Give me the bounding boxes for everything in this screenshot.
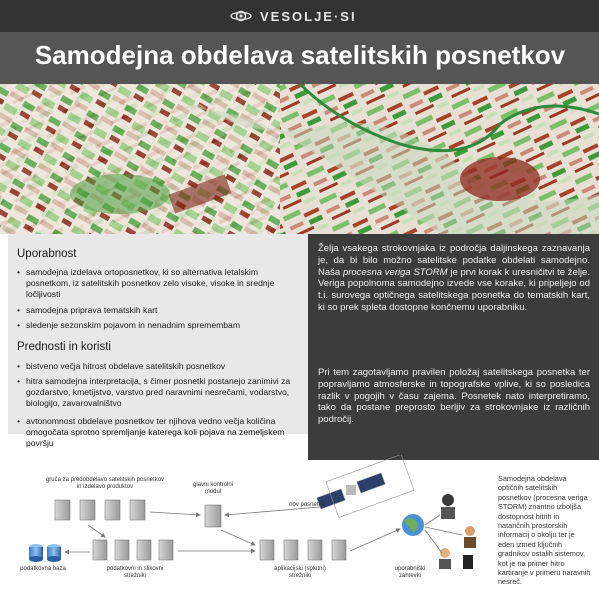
- orbit-logo-icon: [230, 7, 252, 25]
- app-servers-caption: aplikacijski (spletni) strežniki: [274, 566, 326, 579]
- globe-icon: [402, 514, 424, 536]
- prednosti-item: • bistveno večja hitrost obdelave satelitskih posnetkov: [17, 361, 297, 372]
- database-caption: podatkovna baza: [20, 566, 66, 572]
- image-servers: [93, 540, 173, 560]
- new-image-caption: nov posnetek: [289, 502, 325, 508]
- prednosti-heading: Prednosti in koristi: [17, 341, 111, 353]
- uporabnost-item: • samodejna izdelava ortoposnetkov, ki so alternativa letalskim posnetkom, iz satelitskih posnetkov zelo visoke, visoke in srednje ločljivosti: [17, 267, 297, 299]
- uporabnost-heading: Uporabnost: [17, 248, 77, 260]
- satellite-image: [0, 84, 599, 234]
- title-bar: [0, 32, 599, 84]
- brand-name: VESOLJE·SI: [260, 8, 357, 24]
- storm-chain-name: procesna veriga STORM: [342, 266, 448, 278]
- control-module: [205, 505, 221, 527]
- app-servers: [260, 540, 346, 560]
- requests-caption: uporabniški zahtevki: [394, 566, 426, 579]
- intro-paragraph: Želja vsakega strokovnjaka iz področja daljinskega zaznavanja je, da bi bilo možno satelitske podatke obdelati samodejno. Naša procesna veriga STORM je prvi korak k uresničitvi te želje. Veriga popolnoma samodejno izvede vse korake, ki pripeljejo od t.i. surovega optičnega satelitskega posnetka do tematskih kart, ki so prek spleta dostopne končnemu uporabniku.: [318, 243, 590, 313]
- second-paragraph: Pri tem zagotavljamo pravilen položaj satelitskega posnetka ter popravljamo atmosferske in topografske vplive, ki so posledica razlik v pogojih v času zajema. Posnetek nato interpretiramo, tako da postane preprosto berljiv za strokovnjake iz različnih področij.: [318, 367, 590, 426]
- processing-cluster: [55, 500, 145, 520]
- uporabnost-item: • samodejna priprava tematskih kart: [17, 305, 297, 316]
- prednosti-item: • avtonomnost obdelave posnetkov ter njihova vedno večja količina omogočata sprotno spremljanje katerega koli pojava na zemeljskem površju: [17, 416, 297, 448]
- database-icon: [29, 544, 61, 562]
- page-title: Samodejna obdelava satelitskih posnetkov: [34, 40, 566, 70]
- image-servers-caption: podatkovni in slikovni strežniki: [106, 566, 164, 579]
- uporabnost-item: • sledenje sezonskim pojavom in nenadnim spremembam: [17, 320, 297, 331]
- cluster-caption: gruča za predobdelavo satelitskih posnetkov in izdelavo produktov: [45, 477, 165, 490]
- brand-logo[interactable]: [230, 6, 357, 26]
- top-bar: [0, 0, 599, 32]
- control-caption: glavni kontrolni modul: [192, 482, 234, 495]
- prednosti-item: • hitra samodejna interpretacija, s čimer posnetki postanejo zanimivi za gozdarstvo, kmetijstvo, varstvo pred naravnimi nesrečami, vodarstvo, biologijo, zavarovalništvo: [17, 376, 297, 408]
- diagram-side-caption: Samodejna obdelava optičnih satelitskih posnetkov (procesna veriga STORM) znantno izboljša dostopnost hitrih in natančnih prostorskih informacij o okolju ter je eden izmed ključnih gradnikov ostalih sistemov, kot je na primer hitro kartiranje v primeru naravnih nesreč.: [498, 474, 591, 587]
